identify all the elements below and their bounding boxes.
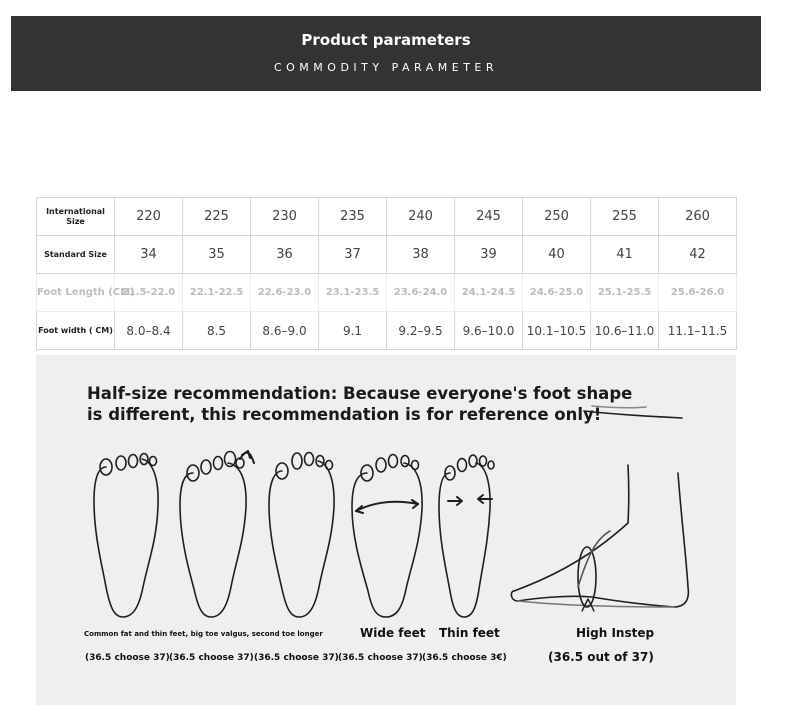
table-cell: 37 [319, 236, 387, 274]
long-second-toe-foot-icon [269, 453, 334, 618]
table-row [37, 236, 737, 274]
sketch-line [592, 406, 646, 408]
table-cell: 25.1-25.5 [591, 274, 659, 312]
table-cell: 8.5 [183, 312, 251, 350]
size-table [36, 197, 737, 350]
table-cell: 10.6–11.0 [591, 312, 659, 350]
recommendation-heading: Half-size recommendation: Because everyone's foot shape is different, this recommendation is for reference only! [87, 384, 633, 424]
table-cell: 250 [523, 198, 591, 236]
table-cell: 41 [591, 236, 659, 274]
size-choice-3: (36.5 choose 37) [254, 653, 339, 663]
page-subtitle: COMMODITY PARAMETER [273, 61, 499, 74]
table-row [37, 312, 737, 350]
size-choice-2: (36.5 choose 37) [169, 653, 254, 663]
header-banner [11, 16, 761, 91]
table-cell: 22.6-23.0 [251, 274, 319, 312]
table-cell: 35 [183, 236, 251, 274]
table-cell: 40 [523, 236, 591, 274]
row-label: Foot width ( CM) [37, 312, 115, 350]
table-cell: 23.6-24.0 [387, 274, 455, 312]
table-cell: 21.5-22.0 [115, 274, 183, 312]
table-cell: 9.1 [319, 312, 387, 350]
table-cell: 9.6–10.0 [455, 312, 523, 350]
size-choice-1: (36.5 choose 37) [85, 653, 170, 663]
table-cell: 245 [455, 198, 523, 236]
table-cell: 25.6-26.0 [659, 274, 737, 312]
table-cell: 24.1-24.5 [455, 274, 523, 312]
table-cell: 34 [115, 236, 183, 274]
table-cell: 36 [251, 236, 319, 274]
table-cell: 220 [115, 198, 183, 236]
wide-feet-label: Wide feet [360, 626, 426, 640]
table-cell: 255 [591, 198, 659, 236]
table-cell: 11.1–11.5 [659, 312, 737, 350]
thin-feet-label: Thin feet [439, 626, 500, 640]
wide-foot-icon [352, 455, 422, 618]
table-cell: 22.1-22.5 [183, 274, 251, 312]
table-cell: 260 [659, 198, 737, 236]
size-choice-4: (36.5 choose 37) [338, 653, 423, 663]
table-row [37, 198, 737, 236]
page-title: Product parameters [301, 31, 471, 49]
sketch-line [584, 411, 682, 418]
table-cell: 38 [387, 236, 455, 274]
table-cell: 240 [387, 198, 455, 236]
size-choice-instep: (36.5 out of 37) [548, 650, 654, 664]
high-instep-label: High Instep [576, 626, 655, 640]
size-choice-5: (36.5 choose 3€) [422, 653, 507, 663]
high-instep-foot-icon [511, 465, 688, 611]
table-cell: 8.6–9.0 [251, 312, 319, 350]
row-label: Foot Length (CM) [37, 274, 115, 312]
table-cell: 225 [183, 198, 251, 236]
valgus-foot-icon [180, 451, 254, 617]
common-foot-icon [94, 454, 158, 618]
table-cell: 23.1-23.5 [319, 274, 387, 312]
table-cell: 9.2–9.5 [387, 312, 455, 350]
thin-foot-icon [439, 455, 494, 617]
table-cell: 24.6-25.0 [523, 274, 591, 312]
table-cell: 235 [319, 198, 387, 236]
common-feet-label: Common fat and thin feet, big toe valgus, second toe longer [84, 630, 323, 638]
table-cell: 42 [659, 236, 737, 274]
row-label: Standard Size [37, 236, 115, 274]
table-cell: 39 [455, 236, 523, 274]
table-cell: 8.0–8.4 [115, 312, 183, 350]
table-row [37, 274, 737, 312]
table-cell: 10.1–10.5 [523, 312, 591, 350]
table-cell: 230 [251, 198, 319, 236]
fit-recommendation-panel [36, 355, 736, 705]
row-label: International Size [37, 198, 115, 236]
